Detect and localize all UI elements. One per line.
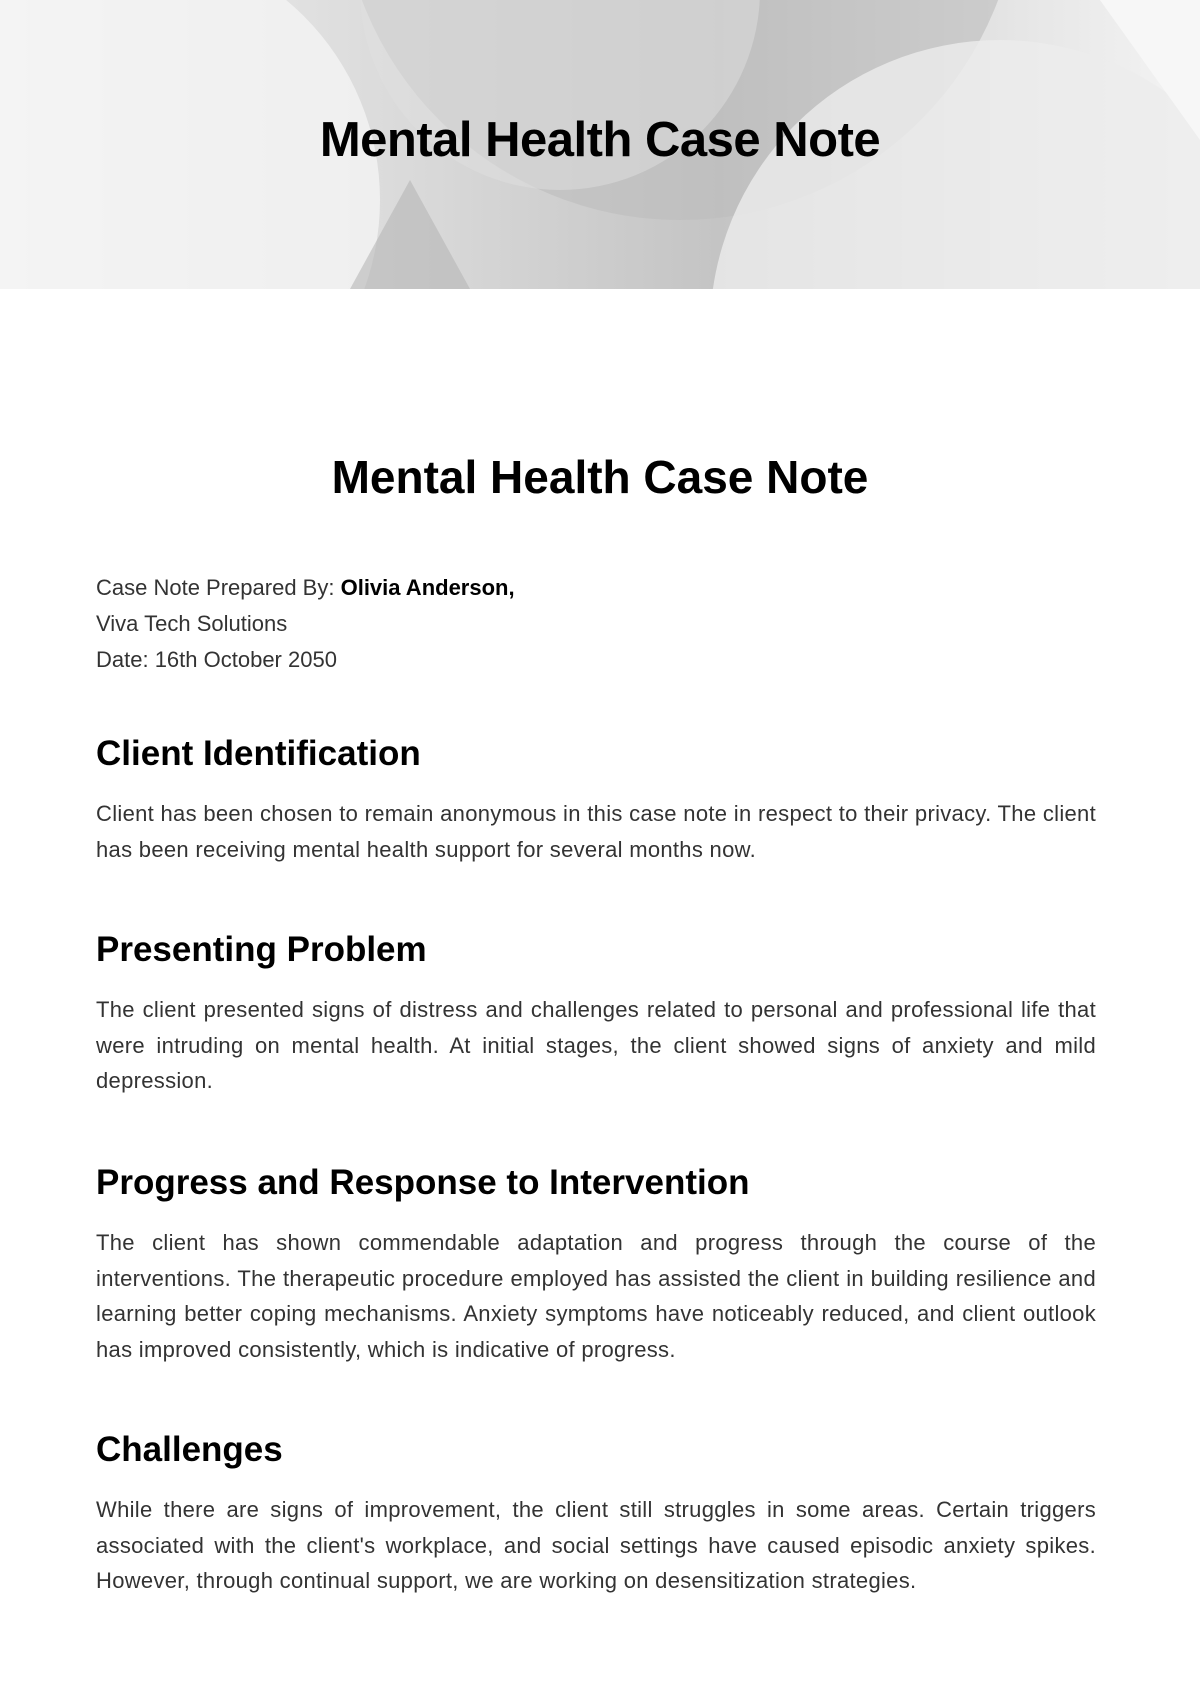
section-challenges [96,1430,1096,1599]
header-banner [0,0,1200,289]
prepared-by-line [96,570,515,606]
section-body: The client presented signs of distress and challenges related to personal and professional life that were intruding on mental health. At initial stages, the client showed signs of anxiety and mild depression. [96,997,1096,1093]
section-progress [96,1163,1096,1367]
section-body: The client has shown commendable adaptation and progress through the course of the interventions. The therapeutic procedure employed has assisted the client in building resilience and learning better coping mechanisms. Anxiety symptoms have noticeably reduced, and client outlook has improved consistently, which is indicative of progress. [96,1230,1096,1362]
section-heading: Presenting Problem [96,930,427,969]
section-body: Client has been chosen to remain anonymous in this case note in respect to their privacy. The client has been receiving mental health support for several months now. [96,801,1096,862]
section-heading: Challenges [96,1430,283,1469]
section-heading: Client Identification [96,734,421,773]
organization: Viva Tech Solutions [96,611,288,636]
banner-title: Mental Health Case Note [319,113,881,167]
prepared-by-label: Case Note Prepared By: [96,575,335,600]
section-body: While there are signs of improvement, the client still struggles in some areas. Certain triggers associated with the client's workplace, and social settings have caused episodic anxiety spikes. However, through continual support, we are working on desensitization strategies. [96,1497,1096,1593]
prepared-by-name: Olivia Anderson, [340,575,515,600]
document-title: Mental Health Case Note [331,451,869,503]
section-heading: Progress and Response to Intervention [96,1163,750,1202]
document-meta [96,570,515,678]
date: Date: 16th October 2050 [96,647,337,672]
section-client-identification [96,734,1096,867]
section-presenting-problem [96,930,1096,1099]
